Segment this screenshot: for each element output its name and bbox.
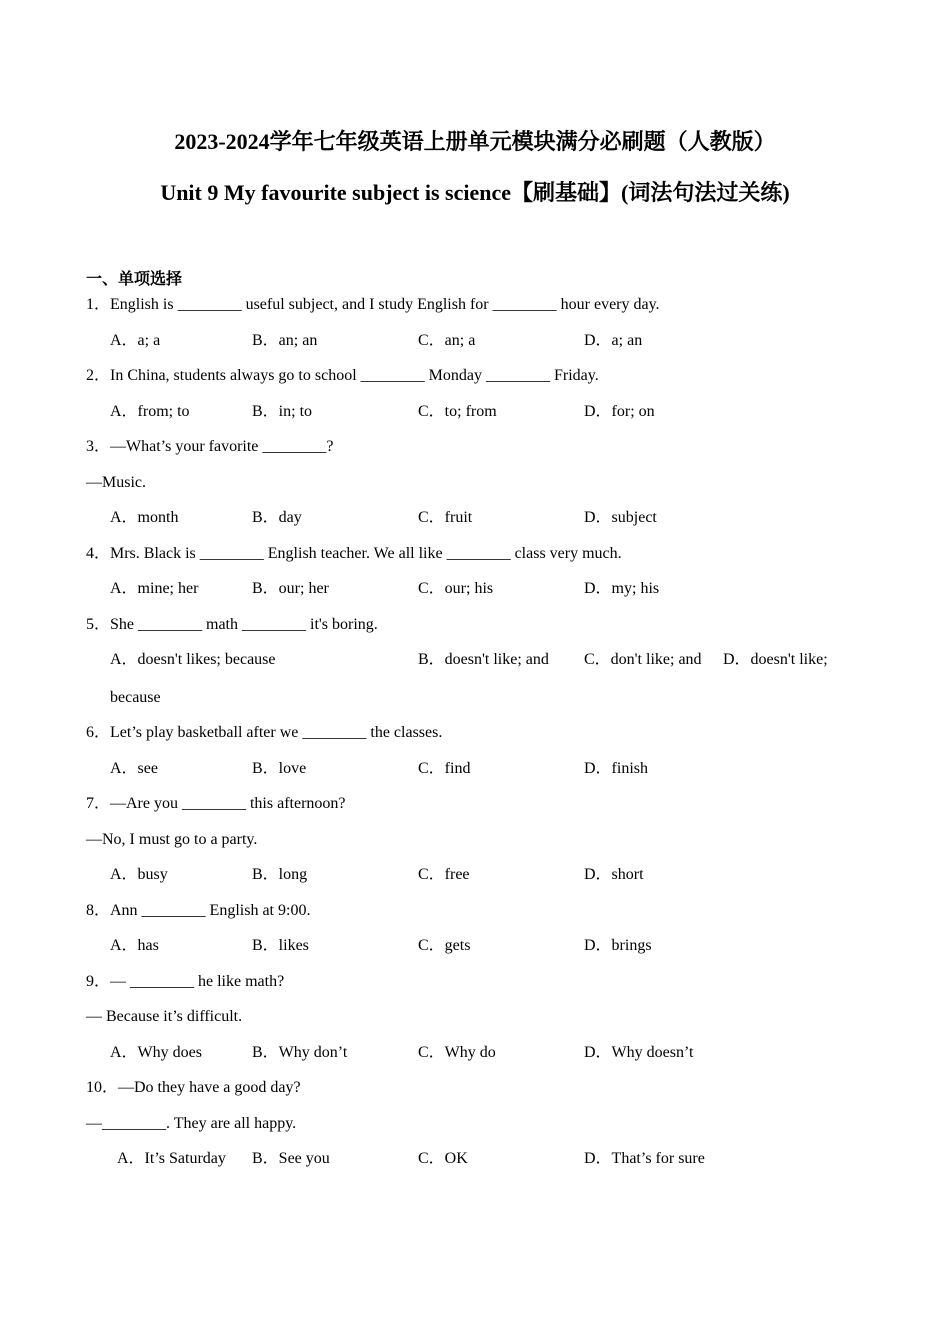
question-stem: 6．Let’s play basketball after we ________ the classes. — [86, 724, 443, 741]
dialog-reply: —________. They are all happy. — [86, 1115, 297, 1132]
option-d[interactable]: D．doesn't like; — [723, 651, 828, 668]
option-d[interactable]: D．a; an — [584, 332, 643, 349]
question-stem: 2．In China, students always go to school ________ Monday ________ Friday. — [86, 367, 599, 384]
option-a[interactable]: A．has — [110, 937, 159, 954]
question-stem: 1．English is ________ useful subject, and I study English for ________ hour every day. — [86, 296, 660, 313]
option-c[interactable]: C．Why do — [418, 1044, 496, 1061]
question-stem: 3．—What’s your favorite ________? — [86, 438, 334, 455]
option-a[interactable]: A．month — [110, 509, 179, 526]
option-a[interactable]: A．doesn't likes; because — [110, 651, 276, 668]
option-c[interactable]: C．an; a — [418, 332, 476, 349]
option-b[interactable]: B．an; an — [252, 332, 318, 349]
dialog-reply: —No, I must go to a party. — [86, 831, 258, 848]
option-a[interactable]: A．see — [110, 760, 158, 777]
option-a[interactable]: A．busy — [110, 866, 168, 883]
option-a[interactable]: A．Why does — [110, 1044, 202, 1061]
question-stem: 8．Ann ________ English at 9:00. — [86, 902, 311, 919]
dialog-reply: —Music. — [86, 474, 146, 491]
option-d[interactable]: D．brings — [584, 937, 652, 954]
option-c[interactable]: C．don't like; and — [584, 651, 702, 668]
option-a[interactable]: A．mine; her — [110, 580, 199, 597]
option-a[interactable]: A．from; to — [110, 403, 190, 420]
option-a[interactable]: A．a; a — [110, 332, 161, 349]
page-title: 2023-2024学年七年级英语上册单元模块满分必刷题（人教版） — [174, 129, 776, 154]
question-stem: 5．She ________ math ________ it's boring. — [86, 616, 378, 633]
option-d[interactable]: D．my; his — [584, 580, 660, 597]
option-b[interactable]: B．long — [252, 866, 308, 883]
option-b[interactable]: B．doesn't like; and — [418, 651, 549, 668]
option-b[interactable]: B．love — [252, 760, 307, 777]
option-d[interactable]: D．short — [584, 866, 644, 883]
option-b[interactable]: B．our; her — [252, 580, 329, 597]
option-c[interactable]: C．free — [418, 866, 470, 883]
option-b[interactable]: B．Why don’t — [252, 1044, 348, 1061]
question-stem: 9．— ________ he like math? — [86, 973, 285, 990]
option-d[interactable]: D．That’s for sure — [584, 1150, 705, 1167]
page-subtitle: Unit 9 My favourite subject is science【刷基础】(词法句法过关练) — [160, 180, 790, 205]
dialog-reply: — Because it’s difficult. — [86, 1008, 243, 1025]
question-stem: 7．—Are you ________ this afternoon? — [86, 795, 346, 812]
option-d-continued[interactable]: because — [110, 689, 161, 706]
option-b[interactable]: B．in; to — [252, 403, 313, 420]
option-c[interactable]: C．to; from — [418, 403, 497, 420]
option-d[interactable]: D．finish — [584, 760, 649, 777]
option-c[interactable]: C．gets — [418, 937, 471, 954]
option-c[interactable]: C．OK — [418, 1150, 468, 1167]
option-c[interactable]: C．our; his — [418, 580, 494, 597]
question-stem: 10．—Do they have a good day? — [86, 1079, 301, 1096]
option-b[interactable]: B．See you — [252, 1150, 330, 1167]
option-d[interactable]: D．for; on — [584, 403, 655, 420]
option-c[interactable]: C．fruit — [418, 509, 473, 526]
section-heading: 一、单项选择 — [86, 271, 183, 288]
option-b[interactable]: B．likes — [252, 937, 309, 954]
option-d[interactable]: D．subject — [584, 509, 657, 526]
option-c[interactable]: C．find — [418, 760, 471, 777]
option-b[interactable]: B．day — [252, 509, 302, 526]
option-d[interactable]: D．Why doesn’t — [584, 1044, 694, 1061]
question-stem: 4．Mrs. Black is ________ English teacher. We all like ________ class very much. — [86, 545, 622, 562]
option-a[interactable]: A．It’s Saturday — [117, 1150, 226, 1167]
